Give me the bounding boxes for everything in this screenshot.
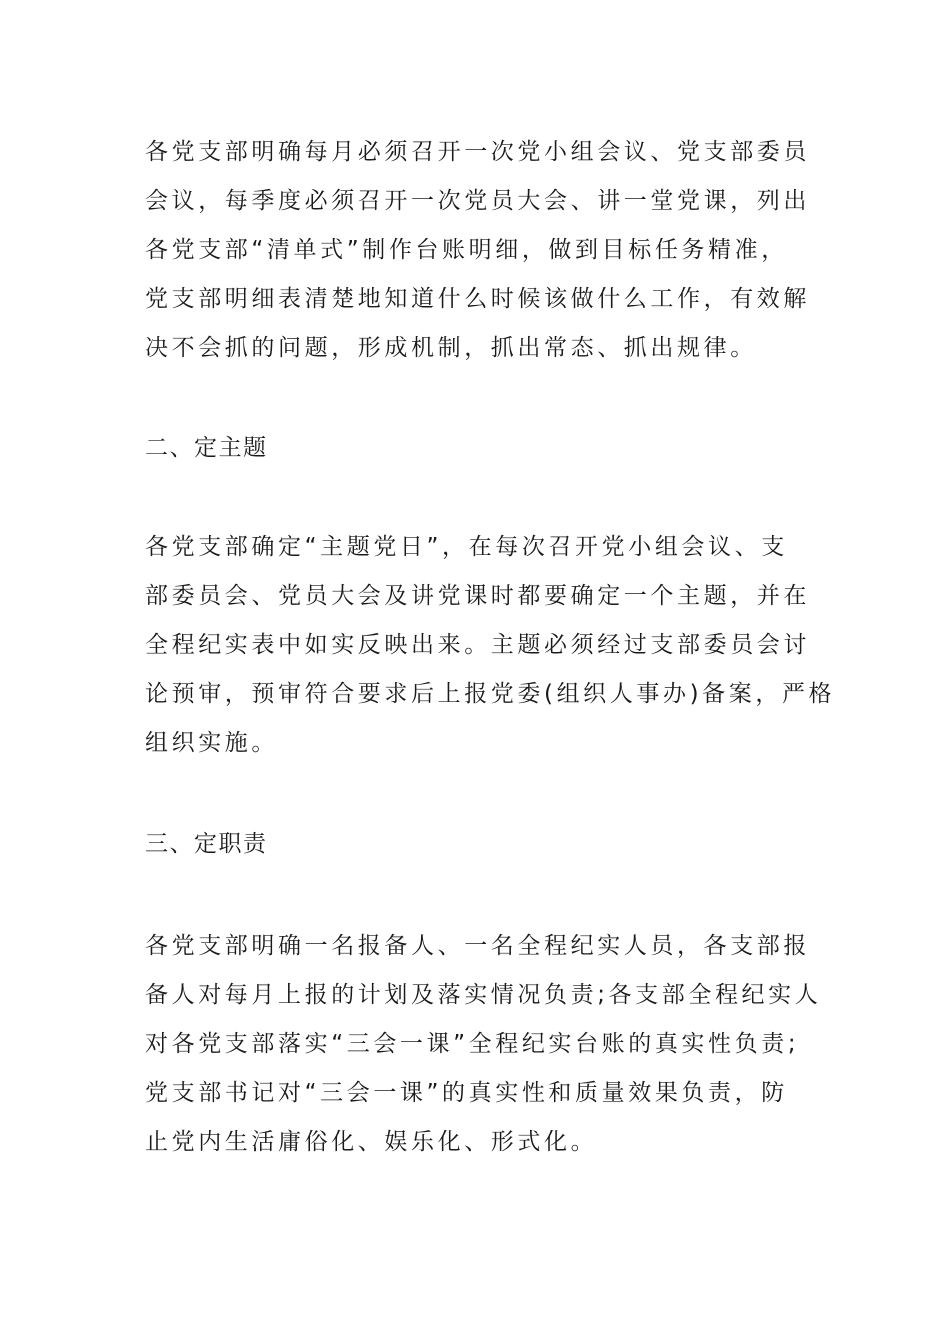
paragraph-line: 会议，每季度必须召开一次党员大会、讲一堂党课，列出	[145, 188, 810, 214]
paragraph-line: 备人对每月上报的计划及落实情况负责;各支部全程纪实人	[145, 982, 822, 1008]
paragraph-line: 全程纪实表中如实反映出来。主题必须经过支部委员会讨	[145, 632, 810, 658]
paragraph-theme	[145, 523, 836, 768]
paragraph-duties	[145, 922, 822, 1167]
paragraph-line: 各党支部明确每月必须召开一次党小组会议、党支部委员	[145, 139, 810, 165]
paragraph-line: 对各党支部落实“三会一课”全程纪实台账的真实性负责;	[145, 1031, 800, 1057]
paragraph-line: 止党内生活庸俗化、娱乐化、形式化。	[145, 1129, 598, 1155]
paragraph-line: 党支部明细表清楚地知道什么时候该做什么工作，有效解	[145, 286, 810, 312]
paragraph-line: 组织实施。	[145, 730, 278, 756]
section-heading: 二、定主题	[145, 435, 268, 461]
section-heading: 三、定职责	[145, 831, 268, 857]
paragraph-line: 各党支部明确一名报备人、一名全程纪实人员，各支部报	[145, 933, 810, 959]
paragraph-line: 论预审，预审符合要求后上报党委(组织人事办)备案，严格	[145, 681, 836, 707]
paragraph-line: 部委员会、党员大会及讲党课时都要确定一个主题，并在	[145, 583, 810, 609]
paragraph-line: 党支部书记对“三会一课”的真实性和质量效果负责，防	[145, 1080, 788, 1106]
paragraph-line: 各党支部确定“主题党日”，在每次召开党小组会议、支	[145, 534, 788, 560]
paragraph-clear-list	[145, 128, 815, 373]
section-heading-theme	[145, 424, 815, 473]
paragraph-line: 决不会抓的问题，形成机制，抓出常态、抓出规律。	[145, 335, 757, 361]
paragraph-line: 各党支部“清单式”制作台账明细，做到目标任务精准，	[145, 237, 788, 263]
section-heading-duties	[145, 820, 815, 869]
